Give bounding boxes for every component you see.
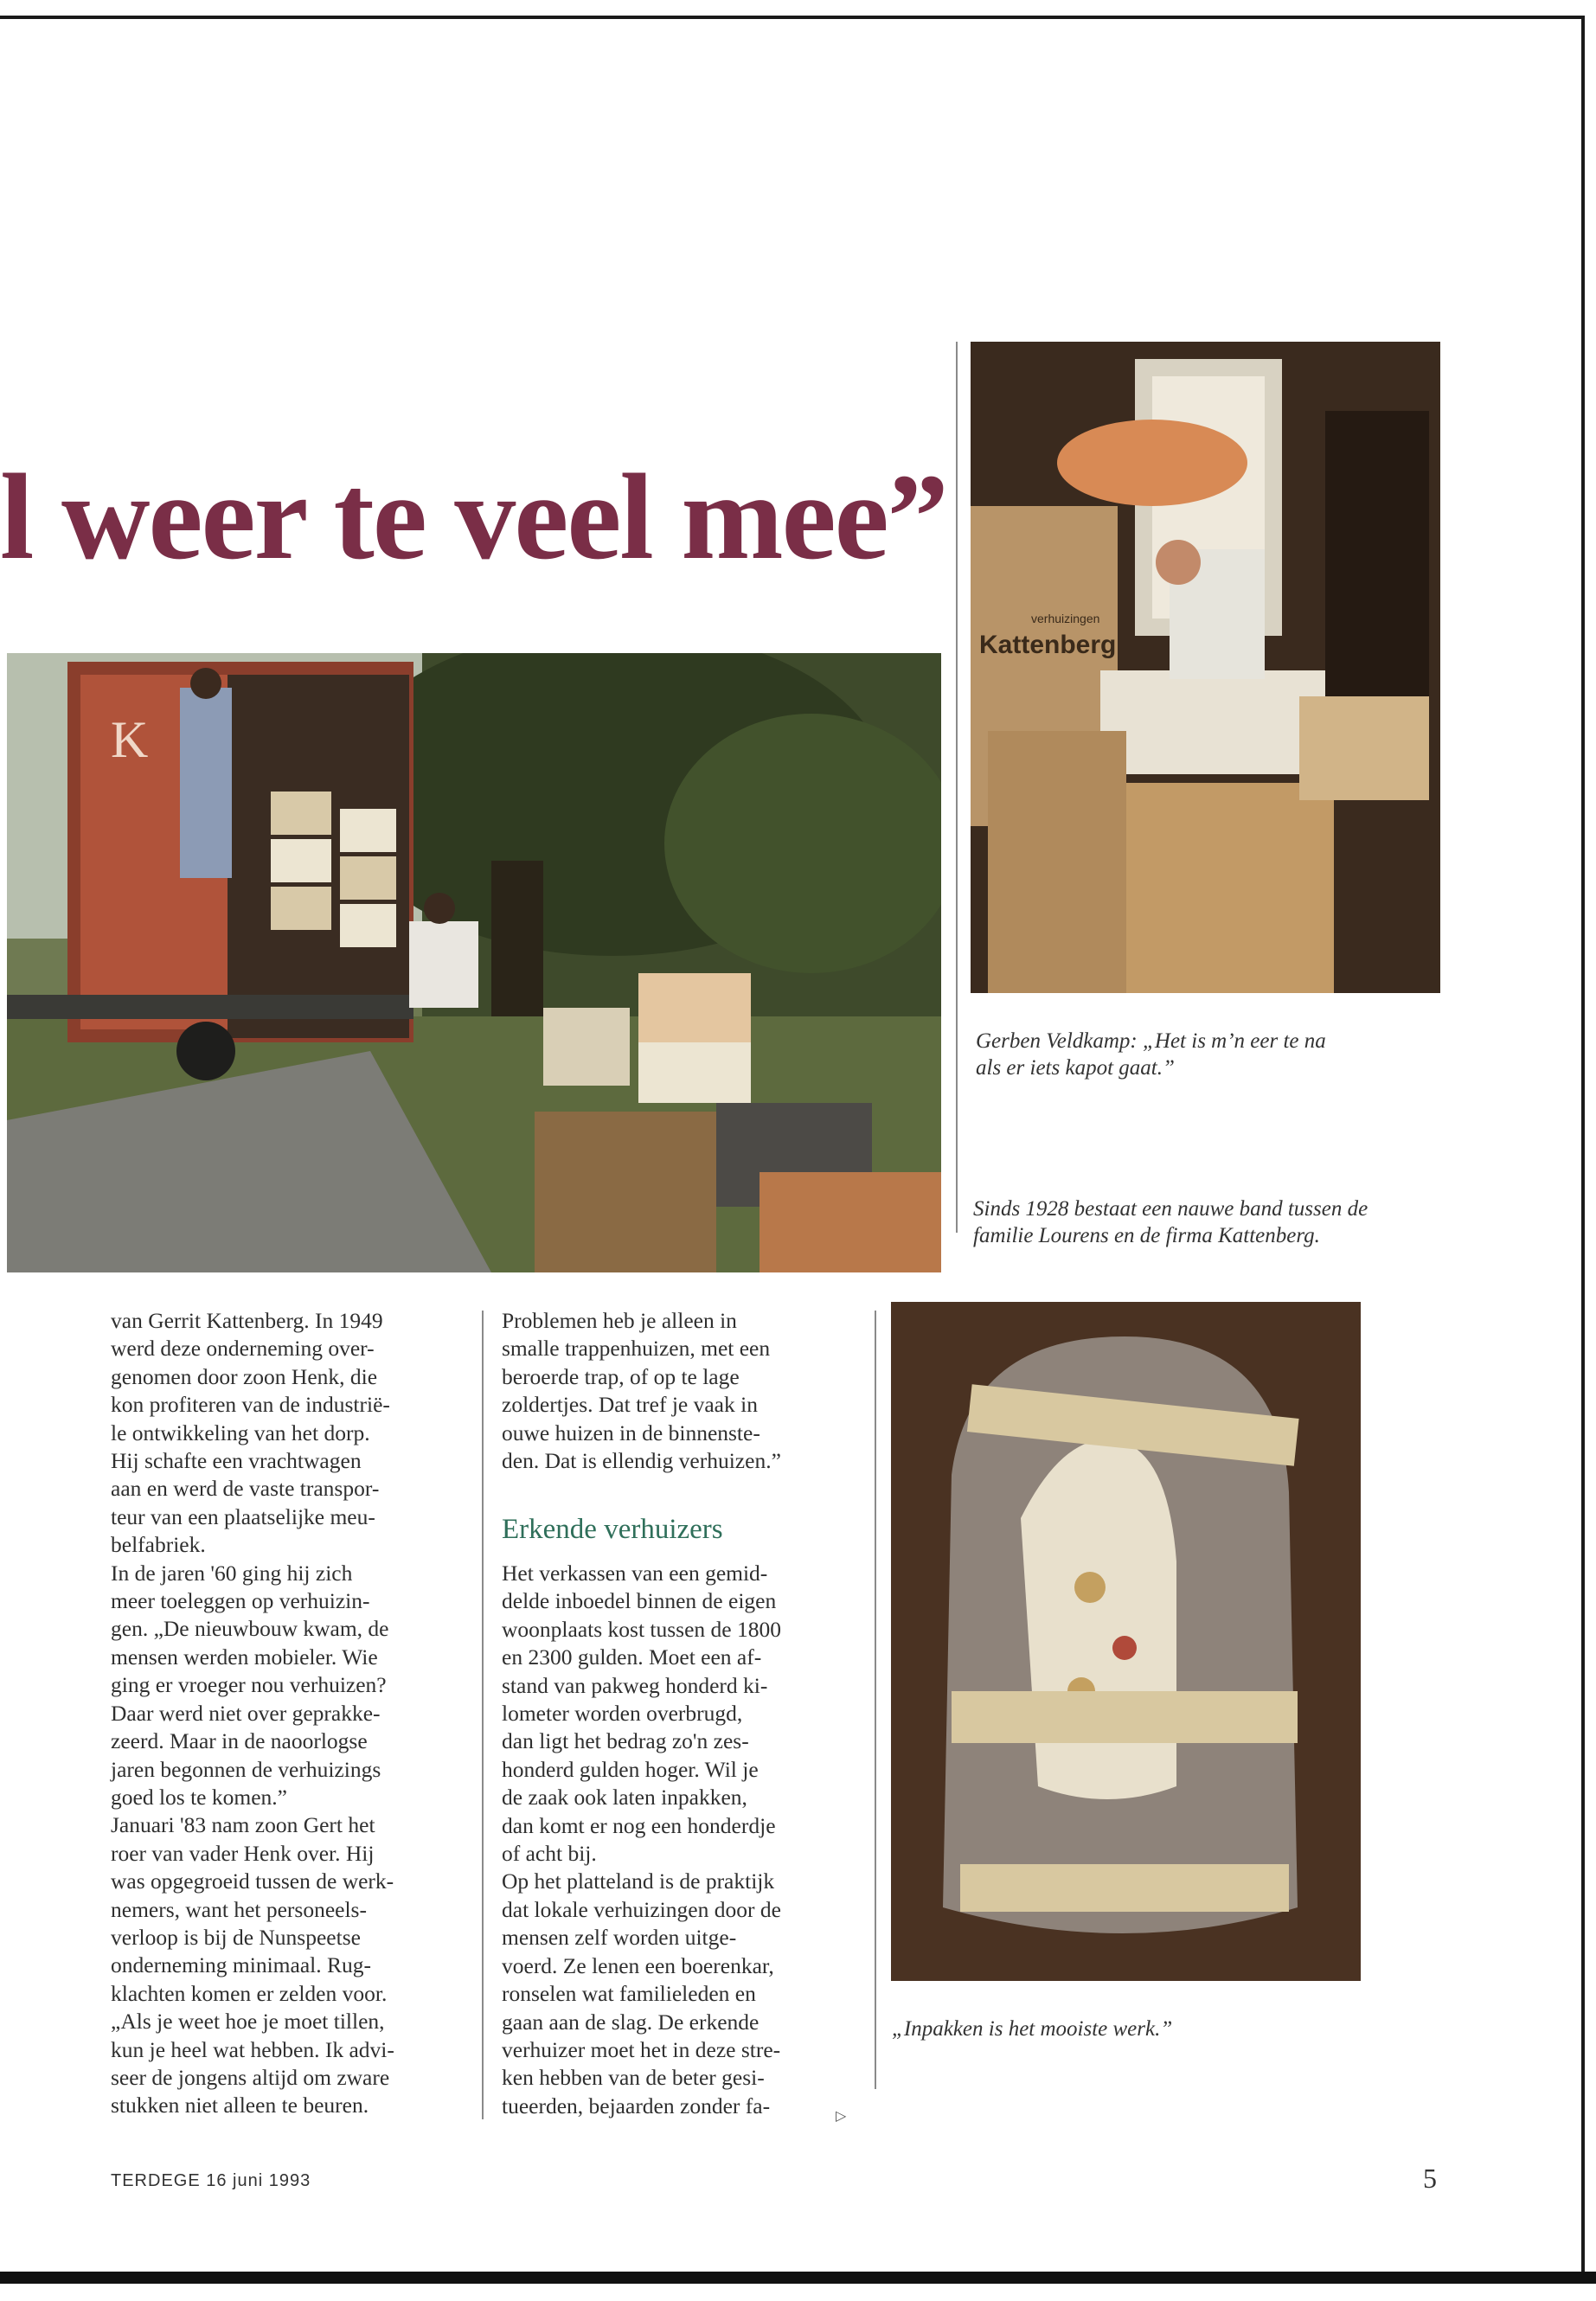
article-column-middle-top: Problemen heb je alleen in smalle trappenhuizen, met een beroerde trap, of op te lage zoldertjes. Dat tref je vaak in ouwe huizen in de binnenste- den. Dat is ellendig verhuizen.” [502, 1308, 781, 1474]
publication-footer: TERDEGE 16 juni 1993 [111, 2171, 311, 2190]
page-border-top [0, 16, 1585, 19]
page-border-right [1581, 16, 1585, 2273]
truck-logo-text: K [111, 711, 149, 768]
headline: l weer te veel mee” [0, 452, 947, 581]
packing-photo [971, 342, 1440, 993]
truck-photo [7, 653, 941, 1272]
photo-caption: Gerben Veldkamp: „Het is m’n eer te na als er iets kapot gaat.” [976, 1029, 1326, 1080]
continue-arrow: ▷ [836, 2109, 847, 2124]
article-column-left: van Gerrit Kattenberg. In 1949 werd deze onderneming over- genomen door zoon Henk, die kon profiteren van de industrië- le ontwikkeling van het dorp. Hij schafte een vrachtwagen aan en werd de vaste transpor- teur van een plaatselijke meu- belfabriek. In de jaren '60 ging hij zich meer toeleggen op verhuizin- gen. „De nieuwbouw kwam, de mensen werden mobieler. Wie ging er vroeger nou verhuizen? Daar werd niet over geprakke- zeerd. Maar in de naoorlogse jaren begonnen de verhuizings goed los te komen.” Januari '83 nam zoon Gert het roer van vader Henk over. Hij was opgegroeid tussen de werk- nemers, want het personeels- verloop is bij de Nunspeetse onderneming minimaal. Rug- klachten komen er zelden voor. „Als je weet hoe je moet tillen, kun je heel wat hebben. Ik advi- seer de jongens altijd om zware stukken niet alleen te beuren. [111, 1308, 394, 2118]
photo-caption: „Inpakken is het mooiste werk.” [892, 2017, 1173, 2041]
box-brand-text: Kattenberg [979, 631, 1117, 659]
section-subheading: Erkende verhuizers [502, 1514, 723, 1545]
column-rule [956, 342, 958, 1233]
photo-caption: Sinds 1928 bestaat een nauwe band tussen de familie Lourens en de firma Kattenberg. [973, 1197, 1368, 1247]
article-column-middle-bottom: Het verkassen van een gemid- delde inboedel binnen de eigen woonplaats kost tussen de 1800 en 2300 gulden. Moet een af- stand van pakweg honderd ki- lometer worden overbrugd, dan ligt het bedrag zo'n zes- honderd gulden hoger. Wil je de zaak ook laten inpakken, dan komt er nog een honderdje of acht bij. Op het platteland is de praktijk dat lokale verhuizingen door de mensen zelf worden uitge- voerd. Ze lenen een boerenkar, ronselen wat familieleden en gaan aan de slag. De erkende verhuizer moet het in deze stre- ken hebben van de beter gesi- tueerden, bejaarden zonder fa- [502, 1561, 781, 2118]
box-sub-text: verhuizingen [1031, 612, 1100, 625]
page-border-bottom [0, 2272, 1596, 2284]
page-number: 5 [1423, 2163, 1437, 2194]
wrapped-item-photo [891, 1302, 1361, 1981]
column-rule [875, 1311, 876, 2089]
column-rule [482, 1311, 484, 2119]
